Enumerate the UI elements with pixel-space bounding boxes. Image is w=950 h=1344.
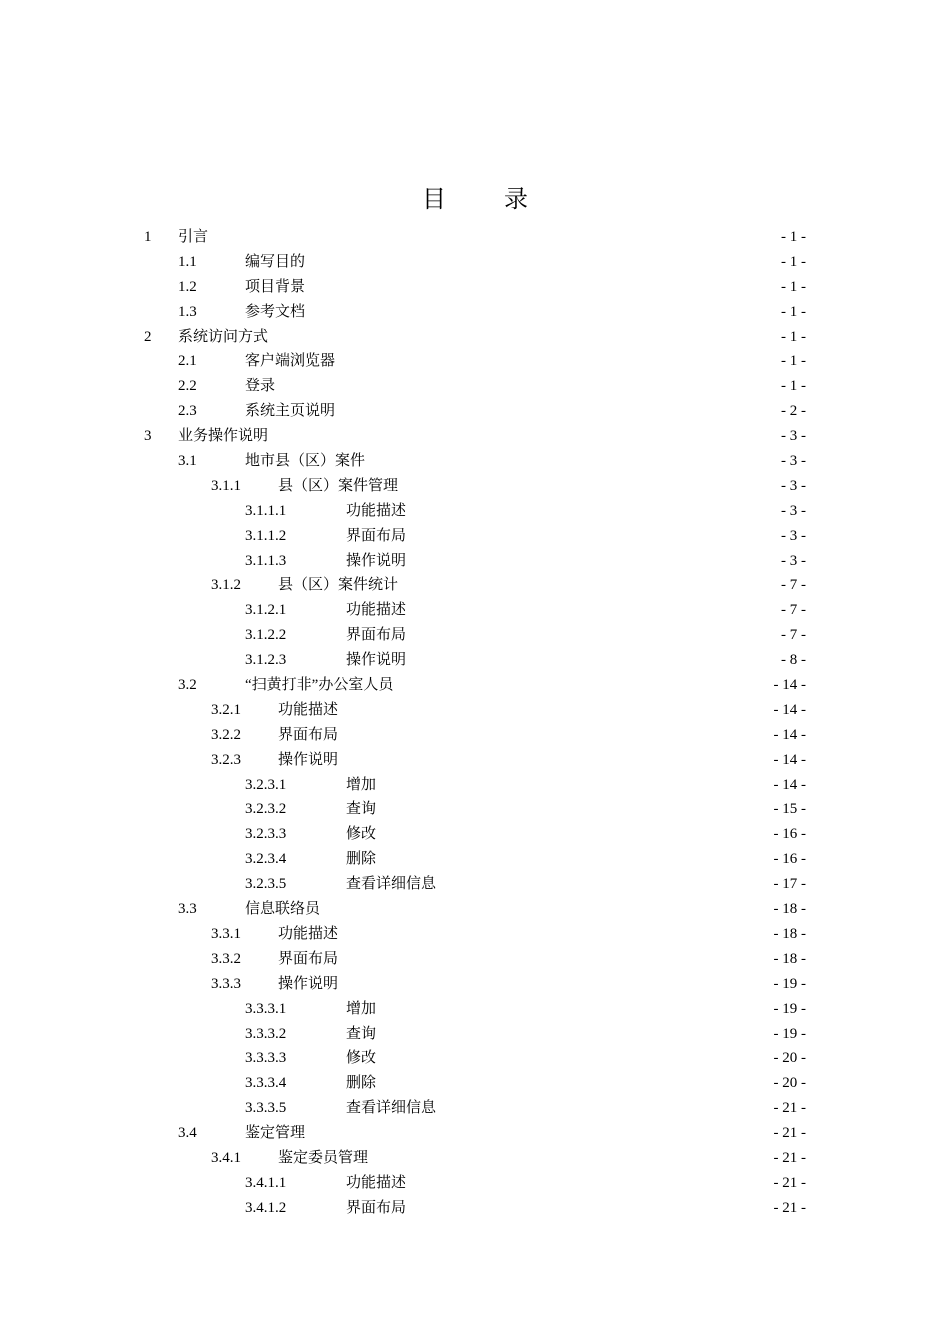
toc-label: 删除: [346, 851, 377, 868]
toc-entry[interactable]: [144, 1171, 806, 1196]
toc-label: 操作说明: [278, 751, 339, 768]
toc-page: - 3 -: [781, 477, 806, 494]
toc-entry[interactable]: [144, 374, 806, 399]
toc-entry[interactable]: [144, 897, 806, 922]
toc-number: 3.2.1: [211, 701, 241, 718]
toc-label: 增加: [346, 1000, 377, 1017]
toc-number: 1.2: [178, 278, 197, 295]
toc-page: - 8 -: [781, 652, 806, 669]
toc-page: - 15 -: [773, 801, 806, 818]
toc-page: - 20 -: [773, 1050, 806, 1067]
toc-page: - 19 -: [773, 1025, 806, 1042]
toc-number: 3.1.1: [211, 477, 241, 494]
toc-page: - 1 -: [781, 353, 806, 370]
toc-entry[interactable]: [144, 872, 806, 897]
toc-entry[interactable]: [144, 275, 806, 300]
toc-number: 3.3.3.4: [245, 1075, 287, 1092]
toc-label: 查看详细信息: [346, 876, 437, 893]
toc-label: 界面布局: [346, 627, 407, 644]
toc-label: 界面布局: [278, 950, 339, 967]
toc-label: 功能描述: [278, 701, 339, 718]
toc-number: 3.1: [178, 453, 197, 470]
toc-entry[interactable]: [144, 922, 806, 947]
toc-entry[interactable]: [144, 773, 806, 798]
toc-number: 3.4.1: [211, 1149, 241, 1166]
toc-label: 参考文档: [245, 303, 306, 320]
toc-page: - 3 -: [781, 552, 806, 569]
toc-label: 修改: [346, 826, 377, 843]
toc-page: - 19 -: [773, 975, 806, 992]
toc-label: 增加: [346, 776, 377, 793]
toc-entry[interactable]: [144, 474, 806, 499]
toc-entry[interactable]: [144, 997, 806, 1022]
toc-number: 3.2.3: [211, 751, 241, 768]
toc-label: “扫黄打非”办公室人员: [245, 677, 394, 694]
toc-page: - 16 -: [773, 826, 806, 843]
toc-entry[interactable]: [144, 399, 806, 424]
toc-label: 功能描述: [346, 1174, 407, 1191]
toc-number: 3.2: [178, 677, 197, 694]
toc-entry[interactable]: [144, 1096, 806, 1121]
toc-entry[interactable]: [144, 300, 806, 325]
toc-entry[interactable]: [144, 325, 806, 350]
toc-entry[interactable]: [144, 1146, 806, 1171]
toc-number: 3.1.1.2: [245, 527, 287, 544]
toc-number: 3.2.3.4: [245, 851, 287, 868]
toc-page: - 14 -: [773, 726, 806, 743]
toc-entry[interactable]: [144, 847, 806, 872]
toc-page: - 21 -: [773, 1100, 806, 1117]
toc-number: 3.2.3.5: [245, 876, 287, 893]
toc-number: 3.2.3.2: [245, 801, 287, 818]
toc-entry[interactable]: [144, 449, 806, 474]
toc-page: - 1 -: [781, 378, 806, 395]
toc-label: 鉴定委员管理: [278, 1149, 369, 1166]
table-of-contents: [144, 225, 806, 1221]
toc-number: 1: [144, 229, 152, 245]
toc-entry[interactable]: [144, 698, 806, 723]
toc-page: - 21 -: [773, 1199, 806, 1216]
toc-page: - 18 -: [773, 950, 806, 967]
toc-page: - 7 -: [781, 602, 806, 619]
toc-label: 修改: [346, 1050, 377, 1067]
toc-entry[interactable]: [144, 797, 806, 822]
toc-number: 3.2.3.3: [245, 826, 287, 843]
toc-number: 3.3.3.3: [245, 1050, 287, 1067]
toc-entry[interactable]: [144, 1196, 806, 1221]
toc-page: - 21 -: [773, 1174, 806, 1191]
toc-number: 3: [144, 428, 152, 445]
toc-number: 3.3.2: [211, 950, 241, 967]
toc-label: 登录: [245, 378, 276, 395]
toc-entry[interactable]: [144, 1121, 806, 1146]
toc-number: 2.2: [178, 378, 197, 395]
toc-page: - 1 -: [781, 253, 806, 270]
toc-page: - 14 -: [773, 677, 806, 694]
toc-entry[interactable]: [144, 673, 806, 698]
toc-label: 查询: [346, 1025, 377, 1042]
toc-label: 县（区）案件管理: [278, 477, 399, 494]
toc-page: - 7 -: [781, 627, 806, 644]
toc-page: - 14 -: [773, 751, 806, 768]
toc-label: 操作说明: [278, 975, 339, 992]
toc-label: 操作说明: [346, 552, 407, 569]
toc-number: 2.3: [178, 403, 197, 420]
toc-entry[interactable]: [144, 748, 806, 773]
toc-label: 鉴定管理: [245, 1125, 306, 1142]
toc-number: 3.3.3.1: [245, 1000, 287, 1017]
toc-number: 3.4.1.1: [245, 1174, 287, 1191]
toc-entry[interactable]: [144, 1046, 806, 1071]
toc-number: 3.3: [178, 901, 197, 918]
toc-entry[interactable]: [144, 424, 806, 449]
toc-label: 界面布局: [346, 1199, 407, 1216]
toc-entry[interactable]: [144, 225, 806, 250]
toc-page: - 7 -: [781, 577, 806, 594]
toc-page: - 1 -: [781, 278, 806, 295]
toc-number: 3.1.2.3: [245, 652, 287, 669]
toc-entry[interactable]: [144, 349, 806, 374]
toc-number: 3.1.2: [211, 577, 241, 594]
toc-page: - 3 -: [781, 502, 806, 519]
toc-entry[interactable]: [144, 549, 806, 574]
toc-number: 3.1.1.1: [245, 502, 287, 519]
toc-label: 界面布局: [346, 527, 407, 544]
toc-label: 功能描述: [346, 502, 407, 519]
toc-number: 3.1.2.2: [245, 627, 287, 644]
toc-label: 删除: [346, 1075, 377, 1092]
toc-number: 3.2.3.1: [245, 776, 287, 793]
toc-number: 3.4.1.2: [245, 1199, 287, 1216]
toc-page: - 18 -: [773, 901, 806, 918]
toc-page: - 1 -: [781, 303, 806, 320]
toc-entry[interactable]: [144, 822, 806, 847]
toc-number: 2: [144, 328, 152, 345]
toc-page: - 3 -: [781, 428, 806, 445]
toc-page: - 1 -: [781, 328, 806, 345]
toc-label: 功能描述: [278, 925, 339, 942]
toc-page: - 19 -: [773, 1000, 806, 1017]
toc-number: 3.3.3: [211, 975, 241, 992]
toc-entry[interactable]: [144, 598, 806, 623]
toc-label: 地市县（区）案件: [245, 453, 366, 470]
toc-page: - 2 -: [781, 403, 806, 420]
toc-number: 3.2.2: [211, 726, 241, 743]
toc-label: 查询: [346, 801, 377, 818]
toc-number: 3.1.2.1: [245, 602, 287, 619]
toc-entry[interactable]: [144, 1022, 806, 1047]
toc-page: - 1 -: [781, 229, 806, 245]
toc-label: 界面布局: [278, 726, 339, 743]
toc-entry[interactable]: [144, 573, 806, 598]
toc-label: 系统主页说明: [245, 403, 336, 420]
toc-page: - 16 -: [773, 851, 806, 868]
toc-page: - 21 -: [773, 1149, 806, 1166]
toc-label: 客户端浏览器: [245, 353, 336, 370]
toc-number: 1.1: [178, 253, 197, 270]
toc-label: 业务操作说明: [178, 428, 269, 445]
toc-entry[interactable]: [144, 648, 806, 673]
toc-label: 功能描述: [346, 602, 407, 619]
toc-page: - 3 -: [781, 527, 806, 544]
toc-label: 查看详细信息: [346, 1100, 437, 1117]
toc-entry[interactable]: [144, 723, 806, 748]
toc-entry[interactable]: [144, 499, 806, 524]
toc-entry[interactable]: [144, 250, 806, 275]
toc-number: 3.3.1: [211, 925, 241, 942]
toc-page: - 3 -: [781, 453, 806, 470]
toc-entry[interactable]: [144, 623, 806, 648]
page-title: 目 录: [422, 187, 554, 213]
toc-label: 系统访问方式: [178, 328, 269, 345]
toc-page: - 21 -: [773, 1125, 806, 1142]
toc-entry[interactable]: [144, 947, 806, 972]
toc-number: 1.3: [178, 303, 197, 320]
toc-entry[interactable]: [144, 524, 806, 549]
toc-number: 3.1.1.3: [245, 552, 287, 569]
toc-label: 信息联络员: [245, 901, 321, 918]
toc-page: - 18 -: [773, 925, 806, 942]
toc-entry[interactable]: [144, 1071, 806, 1096]
toc-page: - 14 -: [773, 776, 806, 793]
toc-number: 2.1: [178, 353, 197, 370]
toc-number: 3.3.3.5: [245, 1100, 287, 1117]
toc-label: 编写目的: [245, 253, 306, 270]
toc-label: 操作说明: [346, 652, 407, 669]
toc-label: 县（区）案件统计: [278, 577, 399, 594]
toc-label: 项目背景: [245, 278, 306, 295]
toc-page: - 17 -: [773, 876, 806, 893]
toc-entry[interactable]: [144, 972, 806, 997]
toc-page: - 14 -: [773, 701, 806, 718]
toc-number: 3.4: [178, 1125, 197, 1142]
toc-number: 3.3.3.2: [245, 1025, 287, 1042]
toc-label: 引言: [178, 229, 209, 245]
toc-page: - 20 -: [773, 1075, 806, 1092]
